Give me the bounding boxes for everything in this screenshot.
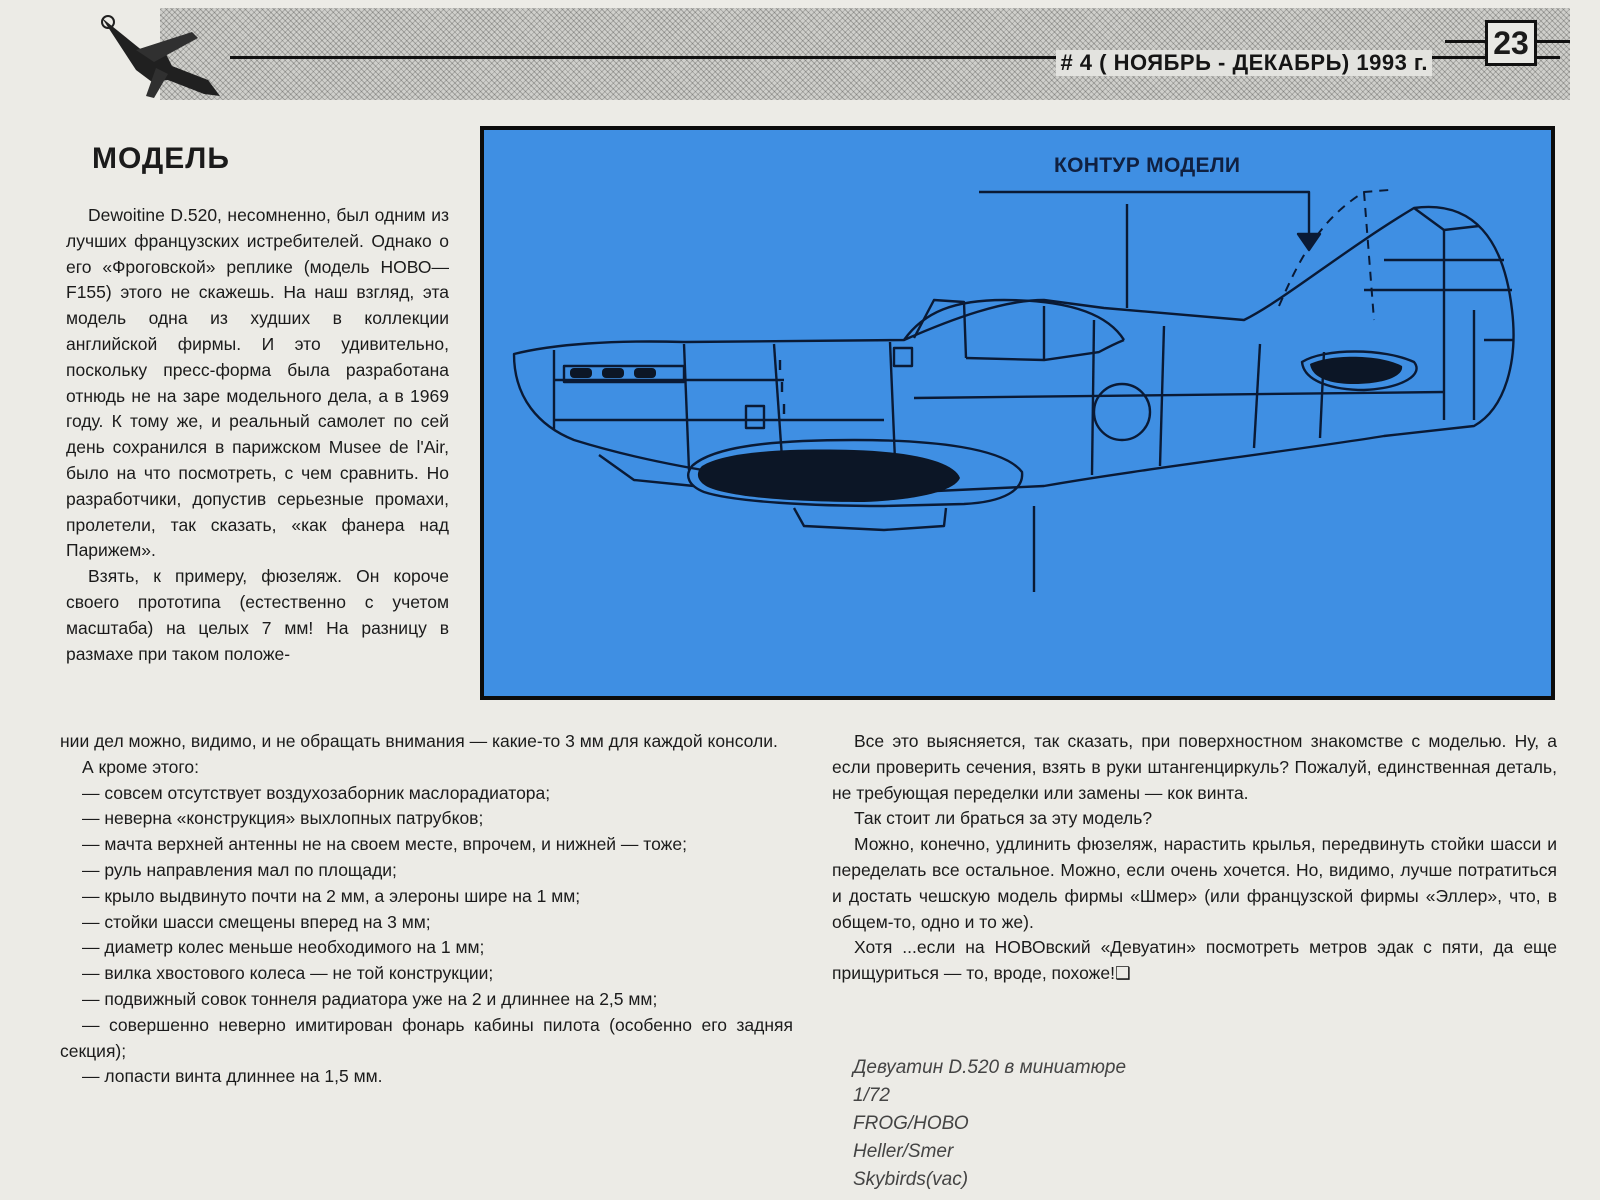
kit-list-item: Skybirds(vac) [853, 1169, 969, 1190]
figure-label: КОНТУР МОДЕЛИ [1054, 154, 1241, 177]
kit-list-item: Heller/Smer [853, 1141, 954, 1162]
paragraph: нии дел можно, видимо, и не обращать внимания — какие-то 3 мм для каждой консоли. [60, 731, 778, 751]
intro-text [66, 203, 449, 667]
airplane-figure [480, 126, 1555, 700]
article-title: МОДЕЛЬ [92, 142, 230, 175]
list-item: — крыло выдвинуто почти на 2 мм, а элероны шире на 1 мм; [82, 885, 581, 906]
issue-date: # 4 ( НОЯБРЬ - ДЕКАБРЬ) 1993 г. [1056, 50, 1432, 76]
conclusion-text [832, 729, 1557, 987]
paragraph: Dewoitine D.520, несомненно, был одним из лучших французских истребителей. Однако о его «Фроговской» реплике (модель НОВО—F155) этого не скажешь. На наш взгляд, эта модель одна из худших в коллекции английской фирмы. И это удивительно, поскольку пресс-форма была разработана отнюдь не на заре модельного дела, а в 1969 году. К тому же, и реальный самолет по сей день сохранился в парижском Musee de l'Air, было на что посмотреть, с чем сравнить. Но разработчики, допустив серьезные промахи, пролетели, так сказать, «как фанера над Парижем». [66, 205, 449, 561]
list-item: — совершенно неверно имитирован фонарь кабины пилота (особенно его задняя секция); [60, 1014, 793, 1061]
list-item: — руль направления мал по площади; [82, 859, 397, 880]
kit-list [853, 1054, 1126, 1194]
paragraph: Взять, к примеру, фюзеляж. Он короче своего прототипа (естественно с учетом масштаба) на целых 7 мм! На разницу в размахе при таком положе- [66, 566, 449, 664]
also-label: А кроме этого: [82, 756, 199, 777]
kit-list-item: FROG/НОВО [853, 1113, 969, 1134]
kit-list-item: 1/72 [853, 1085, 890, 1106]
list-item: — вилка хвостового колеса — не той конструкции; [82, 963, 494, 984]
paragraph: Хотя ...если на НОВОвский «Девуатин» посмотреть метров эдак с пяти, да еще прищуриться — то, вроде, похоже!❑ [832, 937, 1557, 984]
airplane-logo-icon [96, 10, 226, 102]
list-item: — неверна «конструкция» выхлопных патрубков; [82, 808, 484, 829]
airplane-drawing [484, 130, 1551, 696]
paragraph: Так стоит ли браться за эту модель? [854, 808, 1153, 829]
paragraph: Можно, конечно, удлинить фюзеляж, нарастить крылья, передвинуть стойки шасси и переделать все остальное. Можно, если очень хочется. Но, видимо, лучше потратиться и достать чешскую модель фирмы «Шмер» (или французской фирмы «Эллер», что, в общем-то, одно и то же). [832, 834, 1557, 932]
list-item: — лопасти винта длиннее на 1,5 мм. [82, 1066, 383, 1087]
kit-list-item: Девуатин D.520 в миниатюре [853, 1057, 1127, 1078]
list-item: — стойки шасси смещены вперед на 3 мм; [82, 911, 431, 932]
defects-text [60, 729, 793, 1090]
list-item: — совсем отсутствует воздухозаборник маслорадиатора; [82, 782, 551, 803]
page-number: 23 [1485, 20, 1537, 66]
list-item: — диаметр колес меньше необходимого на 1 мм; [82, 937, 485, 958]
paragraph: Все это выясняется, так сказать, при поверхностном знакомстве с моделью. Ну, а если проверить сечения, взять в руки штангенциркуль? Пожалуй, единственная деталь, не требующая переделки или замены — кок винта. [832, 731, 1557, 803]
list-item: — мачта верхней антенны не на своем месте, впрочем, и нижней — тоже; [82, 834, 687, 855]
list-item: — подвижный совок тоннеля радиатора уже на 2 и длиннее на 2,5 мм; [82, 988, 658, 1009]
